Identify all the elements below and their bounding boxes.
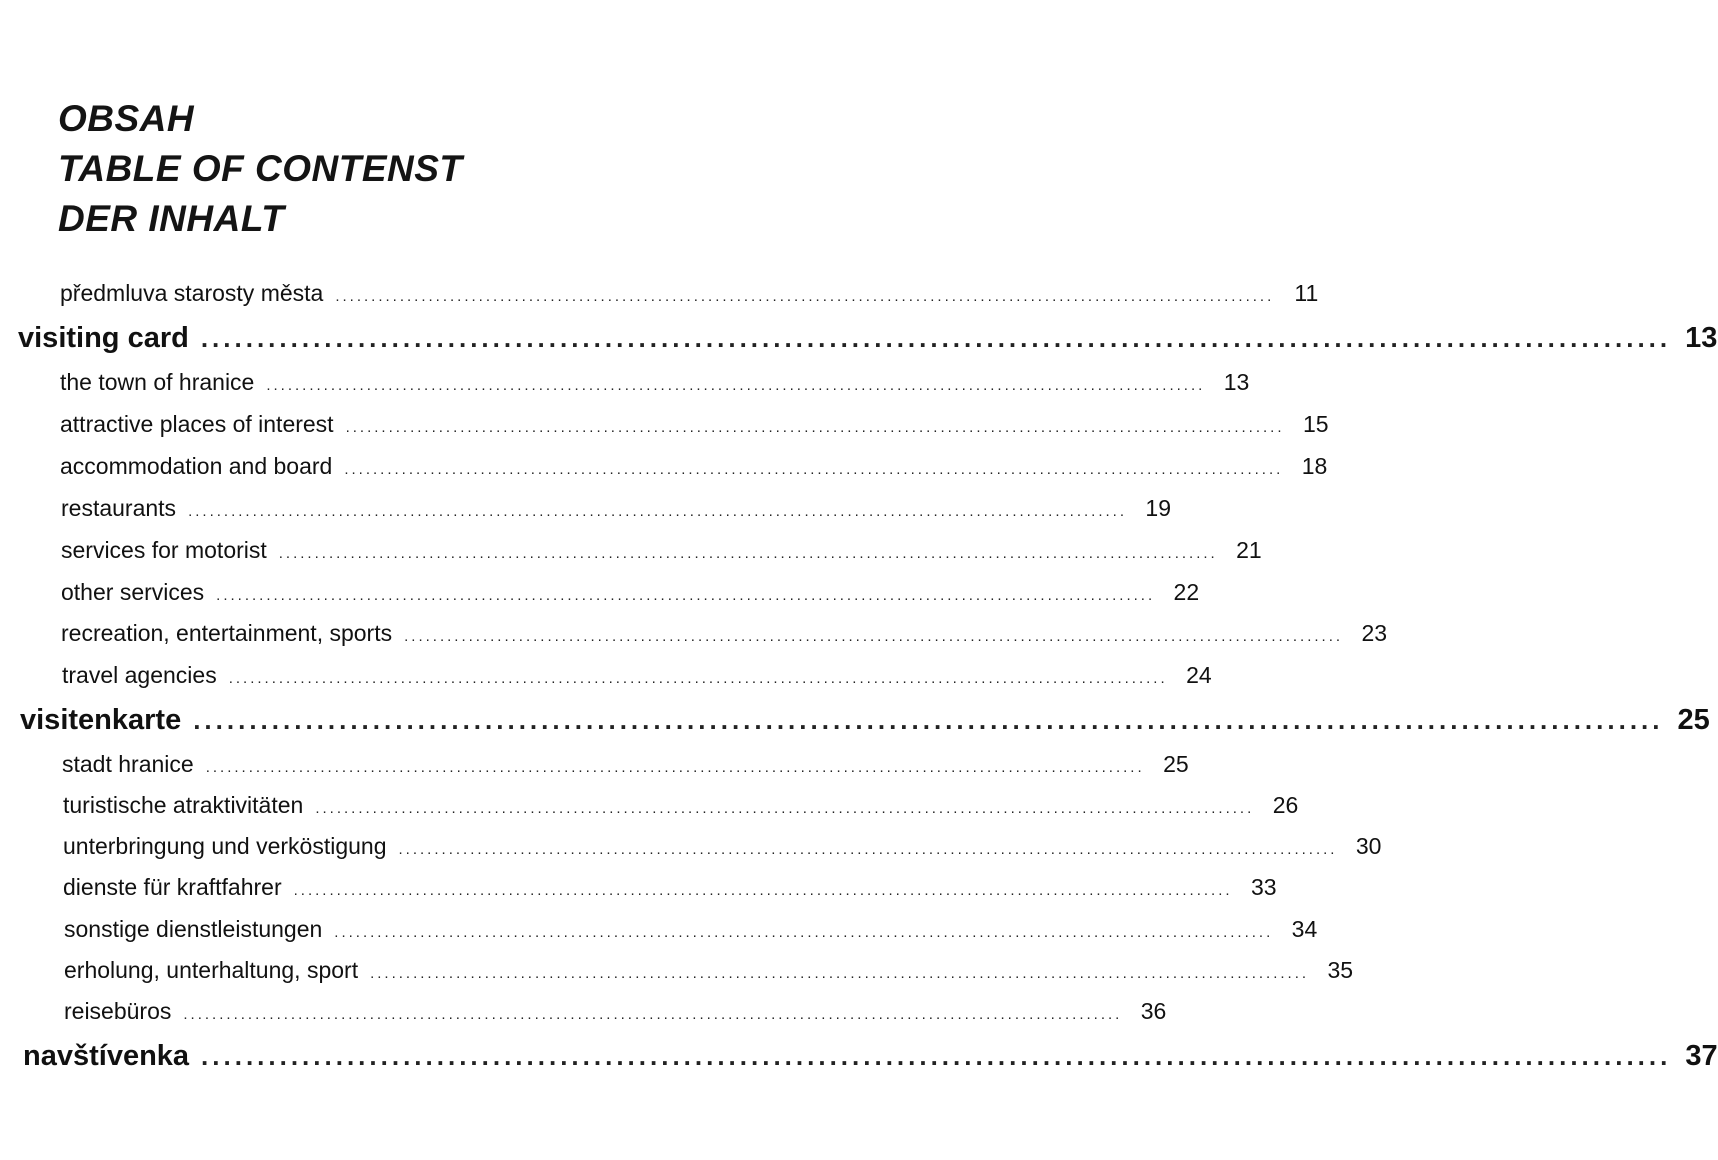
toc-entry	[62, 751, 1189, 785]
dot-leader: ...................................................................................................................................	[201, 1041, 1672, 1071]
toc-entry-label: restaurants	[61, 495, 177, 521]
toc-entry	[62, 662, 1212, 696]
toc-entry-label: unterbringung und verköstigung	[63, 833, 387, 859]
toc-entry	[63, 833, 1382, 867]
toc-entry	[60, 369, 1250, 403]
dot-leader: ...................................................................................................................................	[200, 323, 1672, 353]
toc-entry-page: 15	[1302, 411, 1329, 437]
toc-entry	[64, 957, 1354, 991]
toc-entry	[60, 411, 1329, 445]
toc-section-page: 13	[1685, 322, 1718, 354]
toc-section-label: visitenkarte	[20, 704, 182, 736]
toc-entry	[61, 620, 1388, 654]
toc-section-page: 25	[1677, 704, 1710, 736]
toc-entry-label: other services	[61, 579, 205, 605]
toc-entry	[63, 792, 1299, 826]
dot-leader: ...................................................................................................................................	[183, 1006, 1123, 1023]
dot-leader: ...................................................................................................................................	[398, 841, 1338, 858]
toc-entry-page: 13	[1223, 369, 1250, 395]
dot-leader: ...................................................................................................................................	[193, 705, 1664, 735]
toc-section-label: visiting card	[18, 322, 189, 354]
toc-entry-page: 26	[1272, 792, 1299, 818]
toc-entry	[61, 537, 1262, 571]
toc-entry-page: 18	[1301, 453, 1328, 479]
dot-leader: ...................................................................................................................................	[345, 419, 1285, 436]
toc-entry-label: předmluva starosty města	[60, 280, 324, 306]
toc-entry	[63, 874, 1277, 908]
dot-leader: ...................................................................................................................................	[370, 965, 1310, 982]
toc-entry-page: 21	[1236, 537, 1262, 563]
dot-leader: ...................................................................................................................................	[315, 800, 1255, 817]
toc-entry-label: turistische atraktivitäten	[63, 792, 304, 818]
toc-entry-page: 23	[1361, 620, 1388, 646]
dot-leader: ...................................................................................................................................	[335, 288, 1275, 305]
dot-leader: ...................................................................................................................................	[228, 670, 1168, 687]
toc-entry-page: 34	[1291, 916, 1318, 942]
title-czech: OBSAH	[58, 98, 195, 139]
toc-entry-label: reisebüros	[64, 998, 172, 1024]
dot-leader: ...................................................................................................................................	[344, 461, 1284, 478]
dot-leader: ...................................................................................................................................	[188, 503, 1128, 520]
toc-section-page: 37	[1685, 1040, 1718, 1072]
toc-entry-page: 30	[1355, 833, 1382, 859]
toc-entry	[61, 579, 1200, 613]
toc-entry-label: erholung, unterhaltung, sport	[64, 957, 359, 983]
toc-entry	[64, 998, 1167, 1032]
toc-entry-label: attractive places of interest	[60, 411, 334, 437]
toc-entry-label: travel agencies	[62, 662, 217, 688]
toc-section-navstivenka	[23, 1040, 1718, 1080]
title-english: TABLE OF CONTENST	[58, 148, 463, 189]
toc-entry-page: 24	[1186, 662, 1212, 688]
toc-entry-page: 19	[1145, 495, 1172, 521]
toc-entry-label: sonstige dienstleistungen	[64, 916, 323, 942]
toc-entry	[61, 495, 1172, 529]
toc-entry-page: 22	[1173, 579, 1200, 605]
toc-entry-foreword	[60, 280, 1319, 314]
toc-entry	[64, 916, 1318, 950]
dot-leader: ...................................................................................................................................	[404, 628, 1344, 645]
toc-entry-label: recreation, entertainment, sports	[61, 620, 393, 646]
dot-leader: ...................................................................................................................................	[266, 377, 1206, 394]
dot-leader: ...................................................................................................................................	[293, 882, 1233, 899]
toc-section-label: navštívenka	[23, 1040, 190, 1072]
dot-leader: ...................................................................................................................................	[278, 545, 1218, 562]
toc-entry-page: 35	[1327, 957, 1354, 983]
dot-leader: ...................................................................................................................................	[334, 924, 1274, 941]
toc-entry-page: 25	[1163, 751, 1189, 777]
dot-leader: ...................................................................................................................................	[205, 759, 1145, 776]
title-german: DER INHALT	[58, 198, 285, 239]
toc-entry-label: dienste für kraftfahrer	[63, 874, 282, 900]
toc-section-visiting-card	[18, 322, 1718, 362]
toc-entry-page: 36	[1140, 998, 1167, 1024]
toc-entry-page: 11	[1294, 280, 1319, 306]
toc-section-visitenkarte	[20, 704, 1710, 744]
dot-leader: ...................................................................................................................................	[216, 587, 1156, 604]
toc-entry-label: accommodation and board	[60, 453, 333, 479]
toc-entry-label: the town of hranice	[60, 369, 255, 395]
toc-entry	[60, 453, 1328, 487]
toc-entry-page: 33	[1250, 874, 1277, 900]
toc-entry-label: stadt hranice	[62, 751, 194, 777]
toc-entry-label: services for motorist	[61, 537, 267, 563]
